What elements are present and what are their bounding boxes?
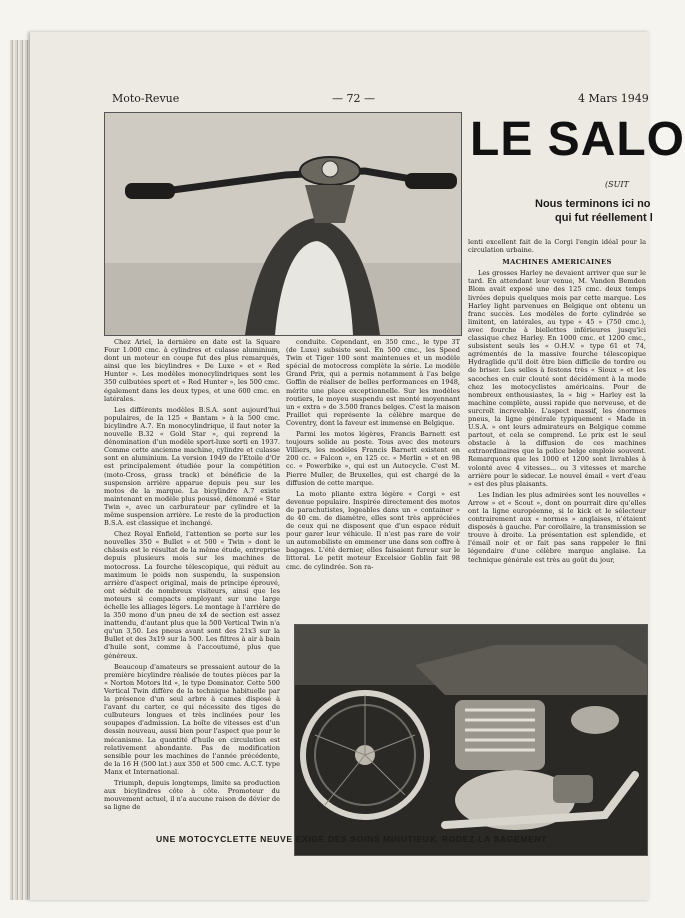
paragraph: Beaucoup d'amateurs se pressaient autour de la première bicylindre réalisée de toutes pièces par la « Norton Motors ltd », le type Dominator. Cette 500 Vertical Twin diffère de la technique habituelle par la présence d'un seul arbre à cames disposé à l'avant du carter, ce qui nécessite des tiges de culbuteurs longues et très inclinées pour les soupapes d'admission. La boîte de vitesses est d'un dessin nouveau, aussi bien pour l'aspect que pour le mécanisme. La quantité d'huile en circulation est relativement abondante. Pas de modification sensible pour les machines de l'année précédente, de la 16 H (500 lat.) aux 350 et 500 cmc. A.C.T. type Manx et International. <box>104 662 280 776</box>
header-page-number: — 72 — <box>332 92 375 105</box>
paragraph: Les différents modèles B.S.A. sont aujourd'hui populaires, de la 125 « Bantam » à la 500 cmc. bicylindre A.7. En monocylindrique, il faut noter la nouvelle B.32 « Gold Star », qui reprend la dénomination d'un modèle sport-luxe sorti en 1937. Comme cette ancienne machine, cylindre et culasse sont en aluminium. La version 1949 de l'Etoile d'Or est principalement étudiée pour la compétition (moto-Cross, grass track) et bénéficie de la suspension arrière apparue depuis peu sur les motos de la marque. La bicylindre A.7 existe maintenant en modèle plus poussé, dénommé « Star Twin », avec un carburateur par cylindre et la même suspension arrière. Le reste de la production B.S.A. est classique et inchangé. <box>104 405 280 528</box>
article-title: LE SALO <box>470 113 685 166</box>
paragraph: La moto pliante extra légère « Corgi » est devenue populaire. Inspirée directement des motos de parachutistes, logeables dans un « container » de 40 cm. de diamètre, elles sont très appréciées de ceux qui ne disposent que d'un espace réduit pour garer leur véhicule. Il n'est pas rare de voir un automobiliste en emmener une dans son coffre à bagages. L'été dernier, elles faisaient fureur sur le littoral. Le petit moteur Excelsior Goblin fait 98 cmc. de cylindrée. Son ra- <box>286 489 460 571</box>
photo-motorcycle-handlebars <box>104 112 462 336</box>
paragraph: Triumph, depuis longtemps, limite sa production aux bicylindres côte à côte. Promoteur du mouvement actuel, il n'a aucune raison de dévier de sa ligne de <box>104 778 280 812</box>
magazine-page <box>30 32 685 900</box>
column-middle <box>286 338 460 620</box>
subtitle-line-2: qui fut réellement l <box>555 212 653 224</box>
paragraph: Les Indian les plus admirées sont les nouvelles « Arrow » et « Scout », dont on pourrait dire qu'elles ont la ligne européenne, si le kick et le sélecteur contrairement aux « normes » anglaises, n'étaient disposés à gauche. Par corollaire, la transmission se trouve à droite. La présentation est splendide, et l'émail noir et or fait pas sans rappeler le fini légendaire d'une célèbre marque anglaise. La technique générale est très au goût du jour, <box>468 490 646 564</box>
photo-motorcycle-engine <box>294 624 648 856</box>
column-right <box>468 238 646 618</box>
engine-illustration <box>295 625 647 855</box>
suite-label: (SUIT <box>605 180 629 189</box>
header-magazine-name: Moto-Revue <box>112 92 180 105</box>
section-heading: MACHINES AMERICAINES <box>502 258 612 267</box>
paragraph: Les grosses Harley ne devaient arriver que sur le tard. En attendant leur venue, M. Vanden Bemden Blom avait exposé une des 125 cmc. deux temps livrées depuis quelques mois par cette marque. Les Harley light parvenues en Belgique ont obtenu un franc succès. Les modèles de forte cylindrée se limitent, en latérales, au type « 45 » (750 cmc.), avec fourche à biellettes inférieures jusqu'ici classique chez Harley. En 1000 cmc. et 1200 cmc., subsistent seuls les « O.H.V. » type 61 et 74, agrémentés de la massive fourche télescopique Hydraglide qu'il doit être bien difficile de tordre ou de briser. Les selles à festons très « Sioux » et les sacoches en cuir clouté sont décidément à la mode chez les motocyclistes américains. Pour de nombreux enthousiastes, la « big » Harley est la machine complète, aussi rapide que nerveuse, et de surcroît increvable. L'aspect massif, les énormes pneus, la ligne générale typiquement « Made in U.S.A. » ont leurs admirateurs en Belgique comme partout, et cela se comprend. Le prix est le seul obstacle à la diffusion de ces machines extraordinaires que la police belge emploie souvent. Remarquons que les 1000 et 1200 sont livrables à volonté avec 4 vitesses... ou 3 vitesses et marche arrière pour le sidecar. Le nouvel émail « vert d'eau » est des plus plaisants. <box>468 269 646 488</box>
page-stack-edge <box>10 40 30 900</box>
column-left <box>104 338 280 860</box>
paragraph: Parmi les motos légères, Francis Barnett est toujours solide au poste. Tous avec des moteurs Villiers, les modèles Francis Barnett existent en 200 cc. « Falcon », en 125 cc. « Merlin » et en 98 cc. « Powerbike », qui est un Autocycle. C'est M. Pierre Muller, de Bruxelles, qui est chargé de la diffusion de cette marque. <box>286 430 460 487</box>
paragraph: Chez Royal Enfield, l'attention se porte sur les nouvelles 350 « Bullet » et 500 « Twin » dont le châssis est le résultat de la même étude, entreprise depuis plusieurs mois sur les machines de motocross. La fourche télescopique, qui réduit au maximum le poids non suspendu, la suspension arrière d'aspect original, mais de principe éprouvé, ont séduit de nombreux visiteurs, ainsi que les moteurs si compacts employant sur une large échelle les alliages légers. Le montage à l'arrière de la 350 mono d'un pneu de x4 de section est assez inattendu, d'autant plus que la 500 Vertical Twin n'a qu'un 3,50. Les pneus avant sont des 21x3 sur la Bullet et des 3x19 sur la 500. Les filtres à air à bain d'huile sont, comme à l'accoutumé, plus que généreux. <box>104 530 280 660</box>
paragraph: conduite. Cependant, en 350 cmc., le type 3T (de Luxe) subsiste seul. En 500 cmc., les Speed Twin et Tiger 100 sont maintenues et un modèle spécial de motocross complète la série. Le modèle Grand Prix, qui a permis notamment à l'as belge Goffin de réaliser de belles performances en 1948, mérite une place exceptionnelle. Sur les modèles routiers, le moyeu suspendu est monté moyennant un « extra » de 3.500 francs belges. C'est la maison Praillet qui représente la célèbre marque de Coventry, dont la faveur est immense en Belgique. <box>286 338 460 427</box>
paragraph: Chez Ariel, la dernière en date est la Square Four 1.000 cmc. à cylindres et culasse aluminium, dont un moteur en coupe fut des plus remarqués, ainsi que les bicylindres « De Luxe » et « Red Hunter ». Les modèles monocylindriques sont les 350 culbutées sport et « Red Hunter », les 500 cmc. également dans les deux types, et une 600 cmc. en latérales. <box>104 338 280 403</box>
subtitle-line-1: Nous terminons ici no <box>535 198 651 210</box>
header-date: 4 Mars 1949 <box>578 92 649 105</box>
handlebars-illustration <box>105 113 461 335</box>
bottom-caption: UNE MOTOCYCLETTE NEUVE EXIGE DES SOINS MINUTIEUX, RODEZ-LA SAGEMENT <box>156 834 548 844</box>
paragraph: lenti excellent fait de la Corgi l'engin idéal pour la circulation urbaine. <box>468 238 646 255</box>
